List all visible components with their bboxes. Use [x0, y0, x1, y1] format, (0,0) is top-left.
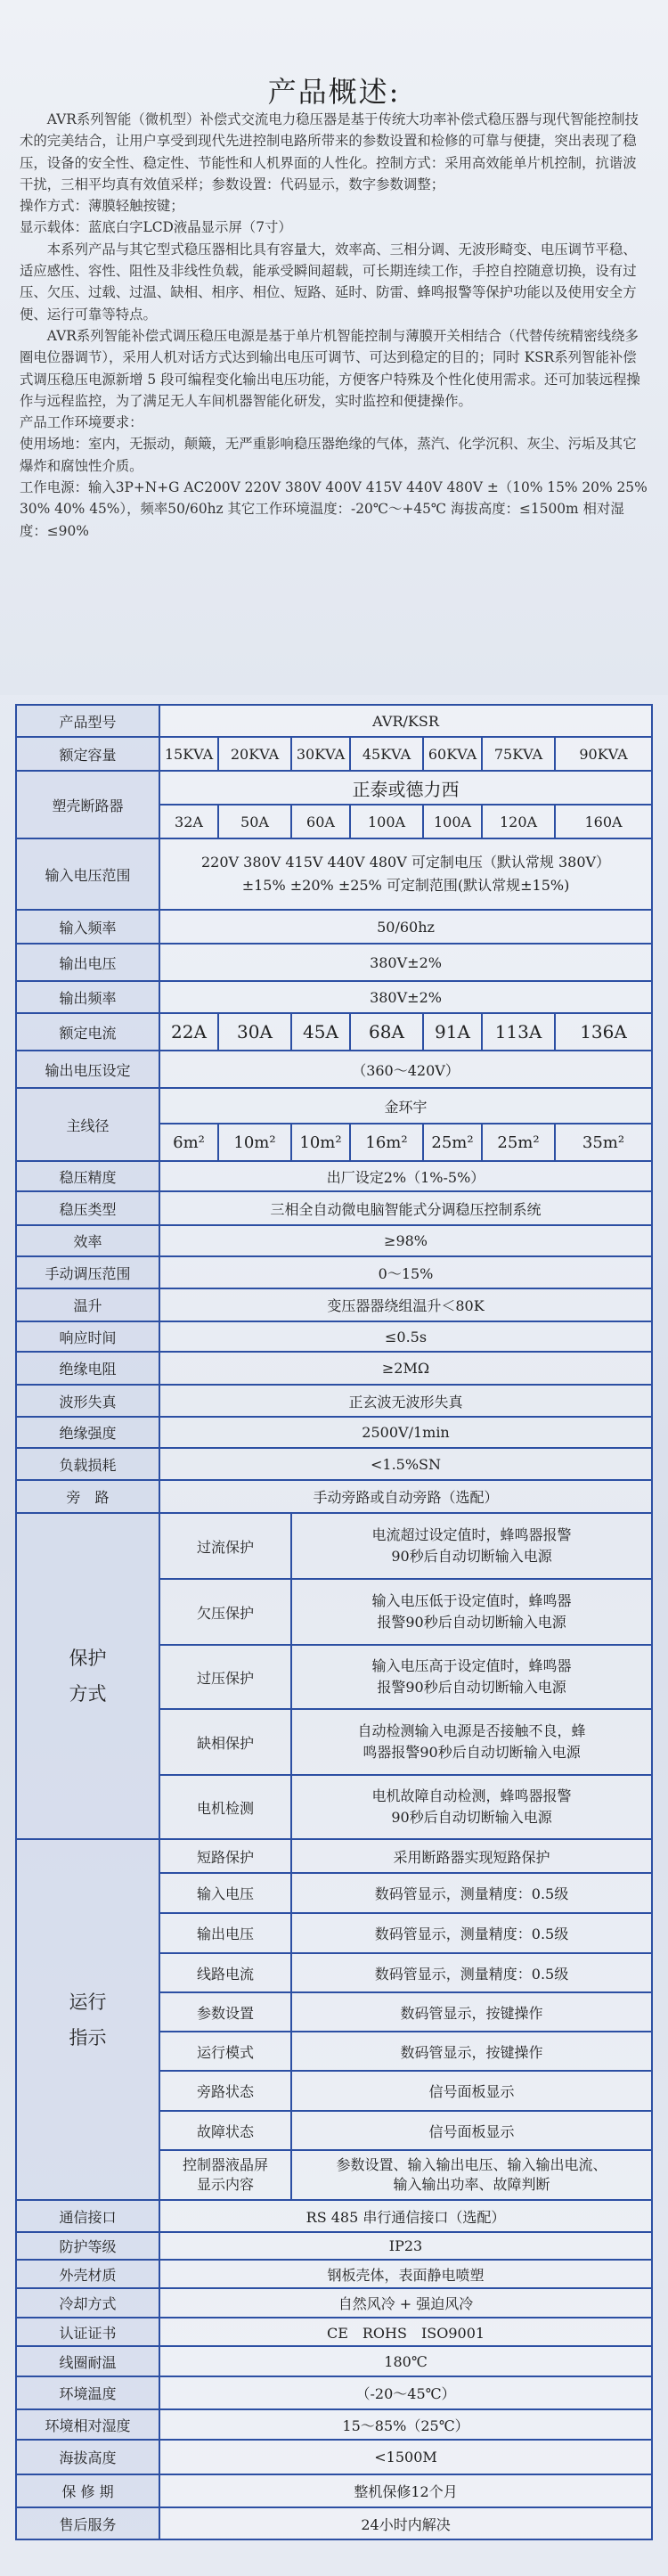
row-label: 输出电压设定: [16, 1051, 159, 1088]
table-row: [16, 1417, 652, 1448]
row-value: 手动旁路或自动旁路（选配）: [159, 1480, 652, 1513]
row-label: 冷却方式: [16, 2288, 159, 2318]
protection-desc-line: 鸣器报警90秒后自动切断输入电源: [363, 1744, 581, 1761]
running-name: 输入电压: [159, 1873, 291, 1913]
table-row: [16, 1513, 652, 1579]
table-row: [16, 838, 652, 910]
capacity-cell: 45KVA: [350, 737, 423, 771]
breaker-cell: 100A: [350, 805, 423, 838]
row-label: 认证证书: [16, 2318, 159, 2346]
overview-paragraph: 产品工作环境要求：: [20, 414, 143, 431]
lcd-name-line: 显示内容: [196, 2176, 254, 2193]
row-label: 环境相对湿度: [16, 2409, 159, 2440]
row-value: 整机保修12个月: [159, 2474, 652, 2507]
overview-section: [0, 0, 668, 695]
table-row: [16, 737, 652, 771]
running-desc: 信号面板显示: [291, 2071, 652, 2111]
row-value: 正玄波无波形失真: [159, 1385, 652, 1417]
capacity-cell: 30KVA: [291, 737, 350, 771]
running-desc: 数码管显示，按键操作: [291, 1992, 652, 2032]
row-label: 外壳材质: [16, 2260, 159, 2288]
protection-desc: [291, 1645, 652, 1709]
row-label: 线圈耐温: [16, 2346, 159, 2376]
table-row: [16, 2232, 652, 2260]
row-value: （360～420V）: [159, 1051, 652, 1088]
row-value: RS 485 串行通信接口（选配）: [159, 2200, 652, 2232]
running-name: 短路保护: [159, 1839, 291, 1873]
breaker-cell: 160A: [555, 805, 652, 838]
row-value: 0～15%: [159, 1256, 652, 1288]
row-label: 产品型号: [16, 705, 159, 737]
current-cell: 45A: [291, 1013, 350, 1051]
row-label: 手动调压范围: [16, 1256, 159, 1288]
breaker-cell: 100A: [423, 805, 482, 838]
current-cell: 136A: [555, 1013, 652, 1051]
table-row: [16, 1448, 652, 1480]
running-name: 旁路状态: [159, 2071, 291, 2111]
running-desc: 信号面板显示: [291, 2111, 652, 2150]
row-value: [159, 838, 652, 910]
table-row: [16, 2318, 652, 2346]
protection-desc-line: 自动检测输入电源是否接触不良，蜂: [357, 1722, 586, 1739]
current-cell: 22A: [159, 1013, 218, 1051]
current-cell: 30A: [218, 1013, 291, 1051]
table-row: [16, 2288, 652, 2318]
overview-text: [20, 109, 648, 542]
wire-cell: 25m²: [423, 1124, 482, 1161]
row-value: 变压器器绕组温升＜80K: [159, 1288, 652, 1321]
wire-cell: 10m²: [291, 1124, 350, 1161]
spec-table: [15, 704, 653, 2540]
capacity-cell: 60KVA: [423, 737, 482, 771]
row-label: 波形失真: [16, 1385, 159, 1417]
table-row: [16, 1225, 652, 1256]
row-value: IP23: [159, 2232, 652, 2260]
protection-desc-line: 电机故障自动检测，蜂鸣器报警: [371, 1787, 572, 1804]
row-value: 24小时内解决: [159, 2507, 652, 2539]
table-row: [16, 1352, 652, 1385]
running-name: 参数设置: [159, 1992, 291, 2032]
table-row: [16, 2507, 652, 2539]
current-cell: 68A: [350, 1013, 423, 1051]
protection-desc-line: 电流超过设定值时，蜂鸣器报警: [371, 1526, 572, 1543]
wire-cell: 10m²: [218, 1124, 291, 1161]
table-row: [16, 1088, 652, 1124]
table-row: [16, 944, 652, 981]
table-row: [16, 2440, 652, 2474]
breaker-cell: 32A: [159, 805, 218, 838]
row-label: 输出电压: [16, 944, 159, 981]
capacity-cell: 15KVA: [159, 737, 218, 771]
overview-paragraph: AVR系列智能补偿式调压稳压电源是基于单片机智能控制与薄膜开关相结合（代替传统精密线绕多圈电位器调节），采用人机对话方式达到输出电压可调节、可达到稳定的目的；同时 KSR系列智能补偿式调压稳压电源新增 5 段可编程变化输出电压功能，方便客户特殊及个性化使用需求。还可加装远程操作与远程监控，为了满足无人车间机器智能化研发，实时监控和便捷操作。: [20, 327, 640, 409]
table-row: [16, 2200, 652, 2232]
capacity-cell: 75KVA: [482, 737, 555, 771]
table-row: [16, 1256, 652, 1288]
overview-paragraph: 工作电源：输入3P+N+G AC200V 220V 380V 400V 415V 440V 480V ±（10% 15% 20% 25% 30% 40% 45%），频率50/60hz 其它工作环境温度：-20℃～+45℃ 海拔高度：≤1500m 相对湿度：≤90%: [20, 479, 648, 539]
protection-desc-line: 输入电压高于设定值时，蜂鸣器: [371, 1657, 572, 1674]
table-row: [16, 1161, 652, 1191]
protection-label: 保护方式: [16, 1513, 159, 1839]
protection-desc-line: 输入电压低于设定值时，蜂鸣器: [371, 1592, 572, 1609]
table-row: [16, 981, 652, 1013]
protection-desc-line: 90秒后自动切断输入电源: [391, 1809, 552, 1826]
row-label: 通信接口: [16, 2200, 159, 2232]
table-row: [16, 2376, 652, 2409]
row-value: CE ROHS ISO9001: [159, 2318, 652, 2346]
protection-desc-line: 报警90秒后自动切断输入电源: [377, 1614, 566, 1631]
overview-paragraph: 使用场地：室内，无振动，颠簸，无严重影响稳压器绝缘的气体，蒸汽、化学沉积、灰尘、污垢及其它爆炸和腐蚀性介质。: [20, 436, 637, 474]
running-desc: 采用断路器实现短路保护: [291, 1839, 652, 1873]
row-value: 180℃: [159, 2346, 652, 2376]
running-desc: 数码管显示，测量精度：0.5级: [291, 1873, 652, 1913]
lcd-name-line: 控制器液晶屏: [182, 2156, 268, 2173]
table-row: [16, 2474, 652, 2507]
row-label: 负载损耗: [16, 1448, 159, 1480]
row-label: 塑壳断路器: [16, 771, 159, 838]
table-row: [16, 2409, 652, 2440]
overview-paragraph: 本系列产品与其它型式稳压器相比具有容量大，效率高、三相分调、无波形畸变、电压调节平稳、适应感性、容性、阻性及非线性负载，能承受瞬间超载，可长期连续工作，手控自控随意切换，设有过压、欠压、过载、过温、缺相、相序、相位、短路、延时、防雷、蜂鸣报警等保护功能以及使用安全方便、运行可靠等特点。: [20, 241, 637, 323]
current-cell: 91A: [423, 1013, 482, 1051]
protection-desc-line: 90秒后自动切断输入电源: [391, 1548, 552, 1565]
running-label: 运行指示: [16, 1839, 159, 2200]
row-label: 绝缘强度: [16, 1417, 159, 1448]
row-value: <1500M: [159, 2440, 652, 2474]
protection-name: 缺相保护: [159, 1709, 291, 1775]
row-label: 售后服务: [16, 2507, 159, 2539]
row-label: 稳压类型: [16, 1191, 159, 1225]
table-row: [16, 2260, 652, 2288]
row-value: 出厂设定2%（1%-5%）: [159, 1161, 652, 1191]
input-range-line: ±15% ±20% ±25% 可定制范围(默认常规±15%): [241, 877, 570, 894]
table-row: [16, 771, 652, 805]
row-value: 380V±2%: [159, 944, 652, 981]
protection-desc: [291, 1513, 652, 1579]
lcd-desc-line: 输入输出功率、故障判断: [393, 2176, 550, 2193]
row-value: 380V±2%: [159, 981, 652, 1013]
running-desc: 数码管显示，测量精度：0.5级: [291, 1913, 652, 1953]
running-desc: [291, 2150, 652, 2200]
row-label: 旁 路: [16, 1480, 159, 1513]
wire-cell: 35m²: [555, 1124, 652, 1161]
row-value: AVR/KSR: [159, 705, 652, 737]
row-value: 50/60hz: [159, 910, 652, 944]
overview-paragraph: AVR系列智能（微机型）补偿式交流电力稳压器是基于传统大功率补偿式稳压器与现代智能控制技术的完美结合，让用户享受到现代先进控制电路所带来的参数设置和检修的可靠与便捷，突出表现了稳压，设备的安全性、稳定性、节能性和人机界面的人性化。控制方式：采用高效能单片机控制，抗谐波干扰，三相平均真有效值采样；参数设置：代码显示，数字参数调整；: [20, 111, 639, 192]
row-value: ≥2MΩ: [159, 1352, 652, 1385]
row-label: 输出频率: [16, 981, 159, 1013]
breaker-cell: 120A: [482, 805, 555, 838]
overview-paragraph: 操作方式：薄膜轻触按键；: [20, 198, 184, 215]
row-label: 效率: [16, 1225, 159, 1256]
row-value: ≤0.5s: [159, 1321, 652, 1352]
table-row: [16, 1839, 652, 1873]
current-cell: 113A: [482, 1013, 555, 1051]
protection-desc: [291, 1709, 652, 1775]
protection-name: 电机检测: [159, 1775, 291, 1839]
row-label: 海拔高度: [16, 2440, 159, 2474]
row-value: ≥98%: [159, 1225, 652, 1256]
protection-name: 欠压保护: [159, 1579, 291, 1645]
protection-desc-line: 报警90秒后自动切断输入电源: [377, 1679, 566, 1696]
row-label: 额定电流: [16, 1013, 159, 1051]
running-name: 输出电压: [159, 1913, 291, 1953]
wire-cell: 25m²: [482, 1124, 555, 1161]
running-name: 线路电流: [159, 1953, 291, 1992]
row-value: 三相全自动微电脑智能式分调稳压控制系统: [159, 1191, 652, 1225]
wire-material: 金环宇: [159, 1088, 652, 1124]
row-label: 额定容量: [16, 737, 159, 771]
row-label: 保 修 期: [16, 2474, 159, 2507]
input-range-line: 220V 380V 415V 440V 480V 可定制电压（默认常规 380V）: [200, 854, 611, 871]
running-desc: 数码管显示，按键操作: [291, 2032, 652, 2071]
wire-cell: 6m²: [159, 1124, 218, 1161]
row-label: 输入电压范围: [16, 838, 159, 910]
breaker-cell: 60A: [291, 805, 350, 838]
protection-name: 过流保护: [159, 1513, 291, 1579]
row-value: 钢板壳体，表面静电喷塑: [159, 2260, 652, 2288]
table-row: [16, 1480, 652, 1513]
row-label: 输入频率: [16, 910, 159, 944]
table-row: [16, 1288, 652, 1321]
row-value: 自然风冷 + 强迫风冷: [159, 2288, 652, 2318]
wire-cell: 16m²: [350, 1124, 423, 1161]
row-value: （-20～45℃）: [159, 2376, 652, 2409]
row-label: 稳压精度: [16, 1161, 159, 1191]
row-label: 响应时间: [16, 1321, 159, 1352]
overview-title: 产品概述:: [267, 75, 401, 109]
table-row: [16, 1385, 652, 1417]
protection-name: 过压保护: [159, 1645, 291, 1709]
table-row: [16, 1013, 652, 1051]
breaker-brand: 正泰或德力西: [159, 771, 652, 805]
table-row: [16, 910, 652, 944]
row-label: 环境温度: [16, 2376, 159, 2409]
overview-paragraph: 显示载体：蓝底白字LCD液晶显示屏（7寸）: [20, 219, 292, 236]
protection-desc: [291, 1579, 652, 1645]
running-desc: 数码管显示，测量精度：0.5级: [291, 1953, 652, 1992]
lcd-desc-line: 参数设置、输入输出电压、输入输出电流、: [336, 2156, 607, 2173]
row-value: 15～85%（25℃）: [159, 2409, 652, 2440]
protection-desc: [291, 1775, 652, 1839]
row-label: 温升: [16, 1288, 159, 1321]
table-row: [16, 2346, 652, 2376]
table-row: [16, 1321, 652, 1352]
table-row: [16, 1191, 652, 1225]
row-label: 防护等级: [16, 2232, 159, 2260]
running-name: 故障状态: [159, 2111, 291, 2150]
capacity-cell: 20KVA: [218, 737, 291, 771]
running-name: 运行模式: [159, 2032, 291, 2071]
row-value: 2500V/1min: [159, 1417, 652, 1448]
breaker-cell: 50A: [218, 805, 291, 838]
running-name: [159, 2150, 291, 2200]
table-row: [16, 705, 652, 737]
row-value: <1.5%SN: [159, 1448, 652, 1480]
capacity-cell: 90KVA: [555, 737, 652, 771]
row-label: 主线径: [16, 1088, 159, 1161]
row-label: 绝缘电阻: [16, 1352, 159, 1385]
table-row: [16, 1051, 652, 1088]
